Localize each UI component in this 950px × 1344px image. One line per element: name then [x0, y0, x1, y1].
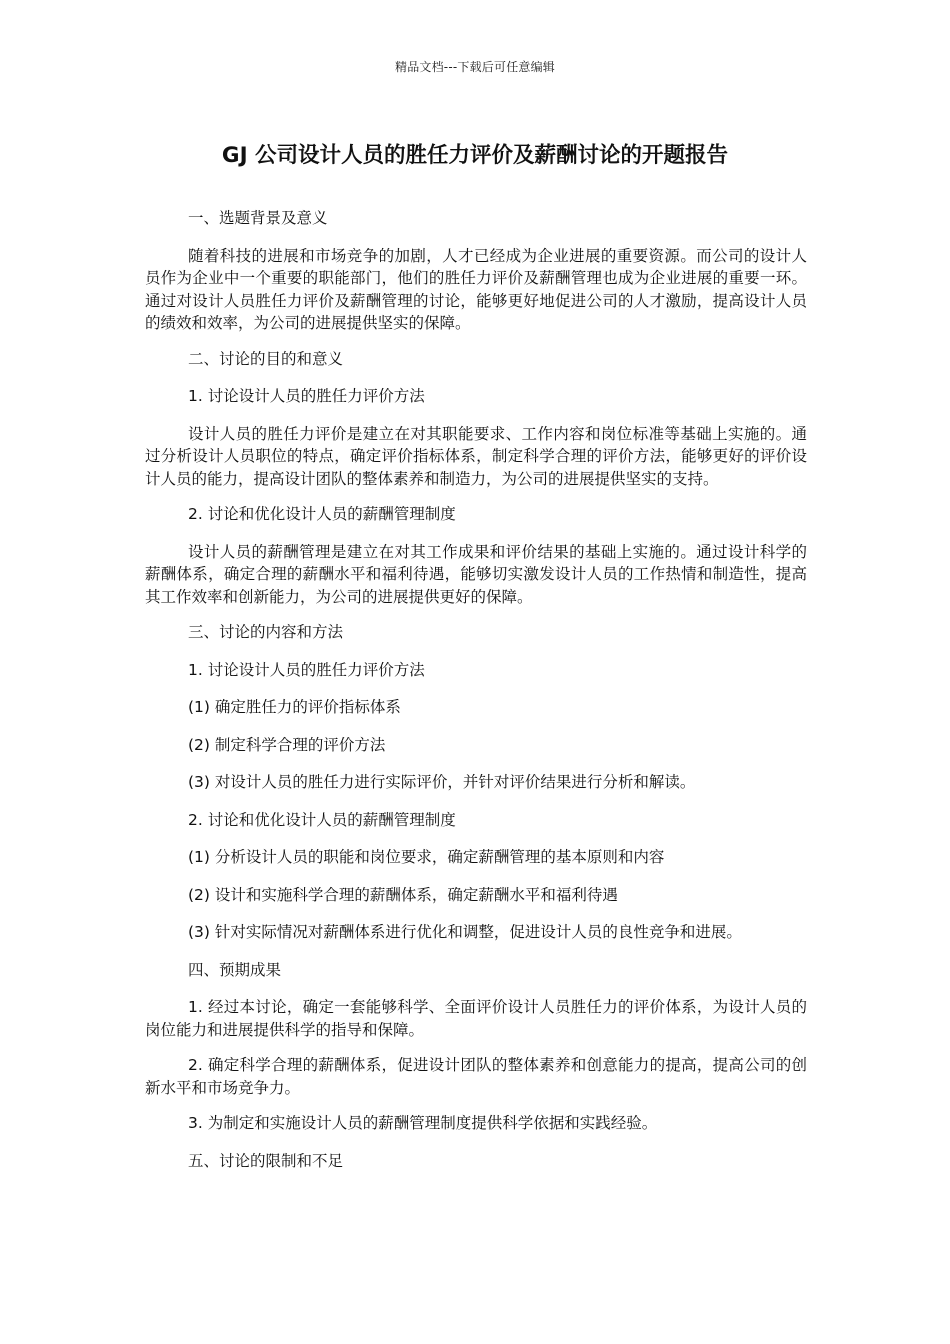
section-heading: 四、预期成果: [188, 960, 282, 979]
subsection-heading: 2. 讨论和优化设计人员的薪酬管理制度: [188, 810, 456, 829]
list-item: (3) 对设计人员的胜任力进行实际评价，并针对评价结果进行分析和解读。: [188, 773, 696, 791]
list-item: (1) 确定胜任力的评价指标体系: [188, 698, 401, 716]
list-item: (2) 设计和实施科学合理的薪酬体系，确定薪酬水平和福利待遇: [188, 885, 618, 904]
section-heading: 五、讨论的限制和不足: [188, 1151, 344, 1170]
paragraph: 设计人员的胜任力评价是建立在对其职能要求、工作内容和岗位标准等基础上实施的。通过分析设计人员职位的特点，确定评价指标体系，制定科学合理的评价方法，能够更好的评价设计人员的能力，提高设计团队的整体素养和制造力，为公司的进展提供坚实的支持。: [145, 424, 807, 488]
list-item: (2) 制定科学合理的评价方法: [188, 735, 386, 754]
document-body: [145, 207, 807, 1187]
subsection-heading: 2. 讨论和优化设计人员的薪酬管理制度: [188, 505, 456, 523]
list-item: (3) 针对实际情况对薪酬体系进行优化和调整，促进设计人员的良性竞争和进展。: [188, 923, 742, 941]
section-heading: 一、选题背景及意义: [188, 209, 328, 227]
paragraph: 随着科技的进展和市场竞争的加剧，人才已经成为企业进展的重要资源。而公司的设计人员作为企业中一个重要的职能部门，他们的胜任力评价及薪酬管理也成为企业进展的重要一环。通过对设计人员胜任力评价及薪酬管理的讨论，能够更好地促进公司的人才激励，提高设计人员的绩效和效率，为公司的进展提供坚实的保障。: [145, 246, 807, 332]
section-heading: 三、讨论的内容和方法: [188, 623, 344, 641]
document-title: GJ 公司设计人员的胜任力评价及薪酬讨论的开题报告: [221, 143, 729, 168]
paragraph: 1. 经过本讨论，确定一套能够科学、全面评价设计人员胜任力的评价体系，为设计人员的岗位能力和进展提供科学的指导和保障。: [145, 998, 807, 1039]
subsection-heading: 1. 讨论设计人员的胜任力评价方法: [188, 387, 425, 405]
paragraph: 设计人员的薪酬管理是建立在对其工作成果和评价结果的基础上实施的。通过设计科学的薪酬体系，确定合理的薪酬水平和福利待遇，能够切实激发设计人员的工作热情和制造性，提高其工作效率和创新能力，为公司的进展提供更好的保障。: [145, 542, 807, 606]
paragraph: 2. 确定科学合理的薪酬体系，促进设计团队的整体素养和创意能力的提高，提高公司的创新水平和市场竞争力。: [145, 1056, 807, 1097]
list-item: (1) 分析设计人员的职能和岗位要求，确定薪酬管理的基本原则和内容: [188, 848, 665, 866]
section-heading: 二、讨论的目的和意义: [188, 349, 344, 368]
header-note: 精品文档---下载后可任意编辑: [395, 60, 555, 74]
paragraph: 3. 为制定和实施设计人员的薪酬管理制度提供科学依据和实践经验。: [188, 1114, 658, 1132]
subsection-heading: 1. 讨论设计人员的胜任力评价方法: [188, 660, 425, 679]
